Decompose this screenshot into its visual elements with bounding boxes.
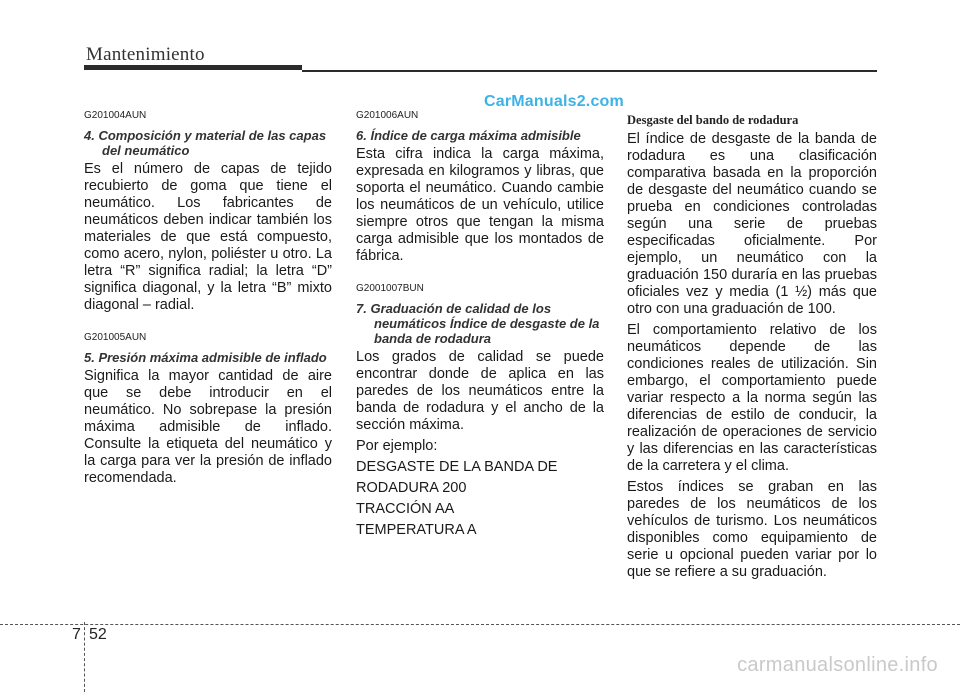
section-heading: 7. Graduación de calidad de los neumáticos Índice de desgaste de la banda de rodadura bbox=[356, 301, 600, 346]
section-5 bbox=[84, 332, 332, 487]
section-code: G201005AUN bbox=[84, 332, 147, 343]
section-text: Los grados de calidad se puede encontrar donde de aplica en las paredes de los neumáticos entre la banda de rodadura y el ancho de la sección máxima. bbox=[356, 349, 604, 433]
page-header-title: Mantenimiento bbox=[86, 44, 205, 65]
page-number: 52 bbox=[89, 626, 107, 643]
header-rule-thin bbox=[302, 70, 877, 72]
watermark-top: CarManuals2.com bbox=[484, 93, 624, 110]
section-heading: 6. Índice de carga máxima admisible bbox=[356, 128, 581, 143]
paragraph: Estos índices se graban en las paredes de los neumáticos de los vehículos de turismo. Los neumáticos disponibles como equipamiento de serie u opcional pueden variar por lo que se refiere a su graduación. bbox=[627, 479, 877, 580]
example-label: Por ejemplo: bbox=[356, 438, 438, 454]
section-6 bbox=[356, 110, 604, 265]
section-text: Es el número de capas de tejido recubierto de goma que tiene el neumático. Los fabricantes de neumáticos deben indicar también los materiales de que está compuesto, como acero, nylon, poliéster u otro. La letra “R” significa radial; la letra “D” significa diagonal, y la letra “B” mixto diagonal – radial. bbox=[84, 161, 332, 313]
section-code: G2001007BUN bbox=[356, 283, 424, 294]
column-middle bbox=[356, 110, 604, 539]
section-4 bbox=[84, 110, 332, 314]
section-code: G201006AUN bbox=[356, 110, 419, 121]
section-text: Significa la mayor cantidad de aire que se debe introducir en el neumático. No sobrepase la presión máxima admisible de inflado. Consulte la etiqueta del neumático y la carga para ver la presión de inflado recomendada. bbox=[84, 368, 332, 486]
footer-divider bbox=[0, 624, 960, 625]
paragraph: El índice de desgaste de la banda de rodadura es una clasificación comparativa basada en la proporción de desgaste del neumático cuando se prueba en condiciones controladas según una serie de pruebas especificadas oficialmente. Por ejemplo, un neumático con la graduación 150 duraría en las pruebas oficiales vez y media (1 ½) más que otro con una graduación de 100. bbox=[627, 131, 877, 317]
header-rule-thick bbox=[84, 65, 302, 70]
section-code: G201004AUN bbox=[84, 110, 147, 121]
example-line: TEMPERATURA A bbox=[356, 522, 477, 538]
example-line: DESGASTE DE LA BANDA DE bbox=[356, 459, 558, 475]
example-line: RODADURA 200 bbox=[356, 480, 467, 496]
subsection-heading: Desgaste del bando de rodadura bbox=[627, 113, 799, 127]
section-text: Esta cifra indica la carga máxima, expresada en kilogramos y libras, que soporta el neumático. Cuando cambie los neumáticos de un vehículo, utilice siempre otros que tengan la misma carga admisible que los montados de fábrica. bbox=[356, 146, 604, 264]
paragraph: El comportamiento relativo de los neumáticos depende de las condiciones reales de utilización. Sin embargo, el comportamiento puede variar respecto a la norma según las diferencias de estilo de conducir, la realización de operaciones de servicio y las diferencias en las características de la carretera y el clima. bbox=[627, 322, 877, 474]
section-7 bbox=[356, 283, 604, 539]
chapter-number: 7 bbox=[72, 626, 81, 643]
footer-vertical-divider bbox=[84, 622, 85, 692]
section-heading: 5. Presión máxima admisible de inflado bbox=[84, 350, 327, 365]
section-heading: 4. Composición y material de las capas del neumático bbox=[84, 128, 327, 158]
column-right bbox=[627, 113, 877, 581]
example-line: TRACCIÓN AA bbox=[356, 501, 455, 517]
watermark-bottom: carmanualsonline.info bbox=[737, 654, 938, 676]
column-left bbox=[84, 110, 332, 487]
